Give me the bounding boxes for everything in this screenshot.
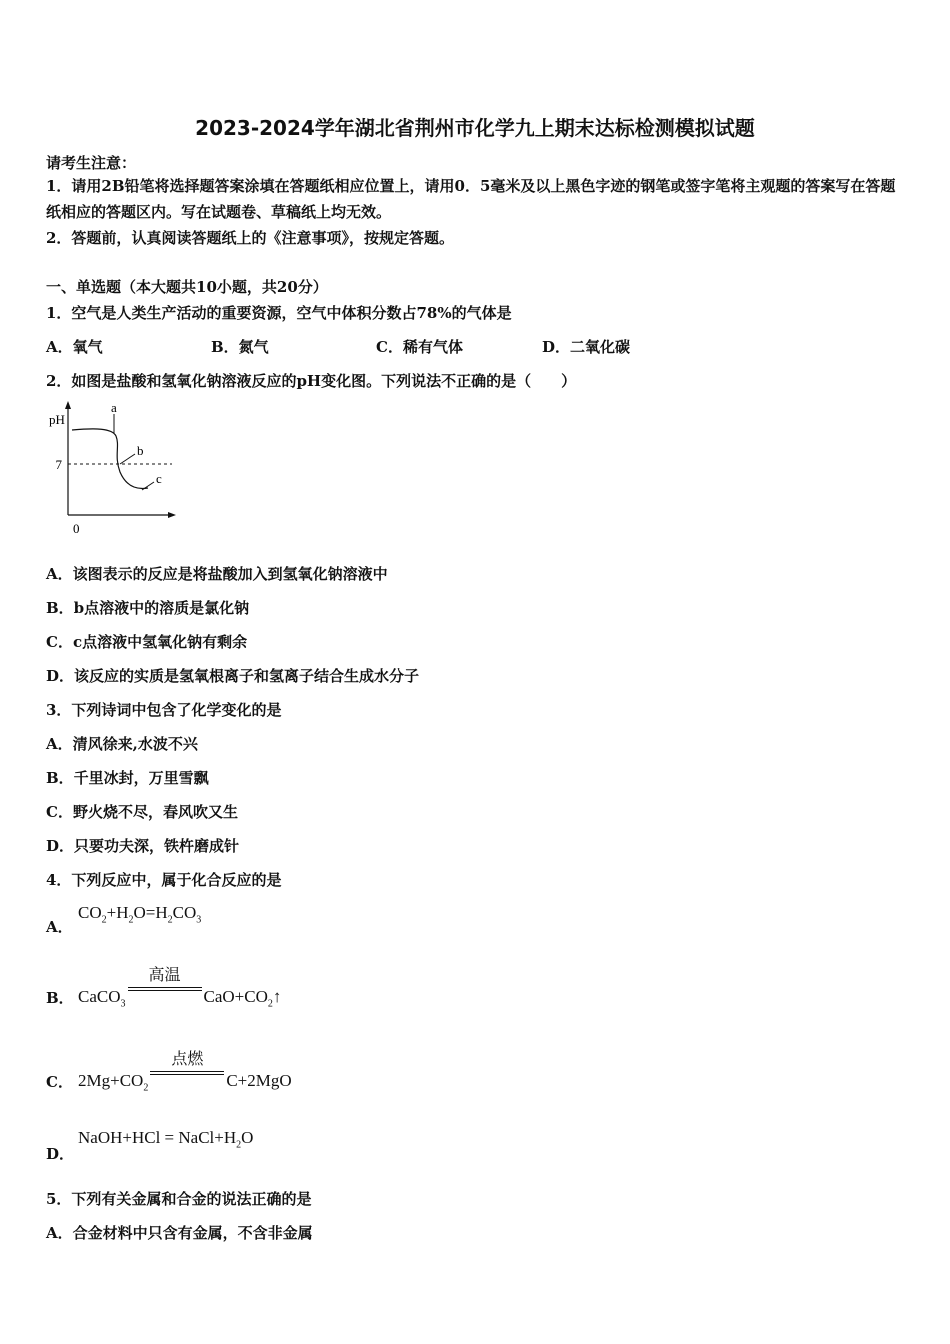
q4-equation-b: CaCO$_3$ 高温 $CaO+CO_2↑$ xyxy=(78,967,282,1010)
q1-option-d: D．二氧化碳 xyxy=(542,338,631,356)
q2-option-b: B．b点溶液中的溶质是氯化钠 xyxy=(46,599,250,617)
point-c-pointer xyxy=(142,482,154,490)
x-axis-arrow-icon xyxy=(168,512,176,518)
q1-option-c: C．稀有气体 xyxy=(376,338,463,356)
y-axis-label: pH xyxy=(49,412,65,427)
origin-label: 0 xyxy=(73,521,80,536)
q3-option-a: A．清风徐来,水波不兴 xyxy=(46,735,198,753)
question-2-stem: 2．如图是盐酸和氢氧化钠溶液反应的pH变化图。下列说法不正确的是（ ） xyxy=(46,372,577,390)
q2-option-a: A．该图表示的反应是将盐酸加入到氢氧化钠溶液中 xyxy=(46,565,388,583)
section-heading: 一、单选题（本大题共10小题，共20分） xyxy=(46,278,328,296)
q4-option-c-label: C． xyxy=(46,1073,73,1091)
condition-high-temp: 高温 xyxy=(128,976,202,1002)
q4-option-a-label: A． xyxy=(46,918,73,936)
notice-item-1: 1．请用2B铅笔将选择题答案涂填在答题纸相应位置上，请用0．5毫米及以上黑色字迹的钢笔或签字笔将主观题的答案写在答题纸相应的答题区内。写在试题卷、草稿纸上均无效。 xyxy=(46,177,896,221)
page-title: 2023-2024学年湖北省荆州市化学九上期末达标检测模拟试题 xyxy=(195,116,755,140)
ph-curve xyxy=(72,429,148,489)
question-5-stem: 5．下列有关金属和合金的说法正确的是 xyxy=(46,1190,312,1208)
q2-option-c: C．c点溶液中氢氧化钠有剩余 xyxy=(46,633,248,651)
question-4-stem: 4．下列反应中，属于化合反应的是 xyxy=(46,871,282,889)
question-1-stem: 1．空气是人类生产活动的重要资源，空气中体积分数占78%的气体是 xyxy=(46,304,512,322)
q5-option-a: A．合金材料中只含有金属，不含非金属 xyxy=(46,1224,313,1242)
ph-change-graph xyxy=(40,398,190,543)
q3-option-d: D．只要功夫深，铁杵磨成针 xyxy=(46,837,240,855)
q1-option-b: B．氮气 xyxy=(211,338,269,356)
q2-option-d: D．该反应的实质是氢氧根离子和氢离子结合生成水分子 xyxy=(46,667,420,685)
q3-option-b: B．千里冰封，万里雪飘 xyxy=(46,769,209,787)
q4-equation-d: NaOH+HCl = $NaCl+H_2O$ xyxy=(78,1128,254,1151)
point-b-pointer xyxy=(120,454,135,464)
q4-equation-c: $2Mg+CO_2$ 点燃 C+2MgO xyxy=(78,1051,292,1094)
y-axis-arrow-icon xyxy=(65,401,71,409)
q4-equation-a: $CO_2+H_2O=H_2CO_3$ xyxy=(78,903,202,926)
q4-option-d-label: D． xyxy=(46,1145,75,1163)
notice-item-2: 2．答题前，认真阅读答题纸上的《注意事项》，按规定答题。 xyxy=(46,229,454,247)
q4-option-b-label: B． xyxy=(46,989,74,1007)
condition-ignite: 点燃 xyxy=(150,1060,224,1086)
q3-option-c: C．野火烧不尽，春风吹又生 xyxy=(46,803,238,821)
point-b-label: b xyxy=(137,443,144,458)
q1-option-a: A．氧气 xyxy=(46,338,103,356)
question-3-stem: 3．下列诗词中包含了化学变化的是 xyxy=(46,701,282,719)
point-c-label: c xyxy=(156,471,162,486)
point-a-label: a xyxy=(111,400,117,415)
notice-heading: 请考生注意： xyxy=(46,154,137,172)
ref-line-label: 7 xyxy=(55,457,62,472)
